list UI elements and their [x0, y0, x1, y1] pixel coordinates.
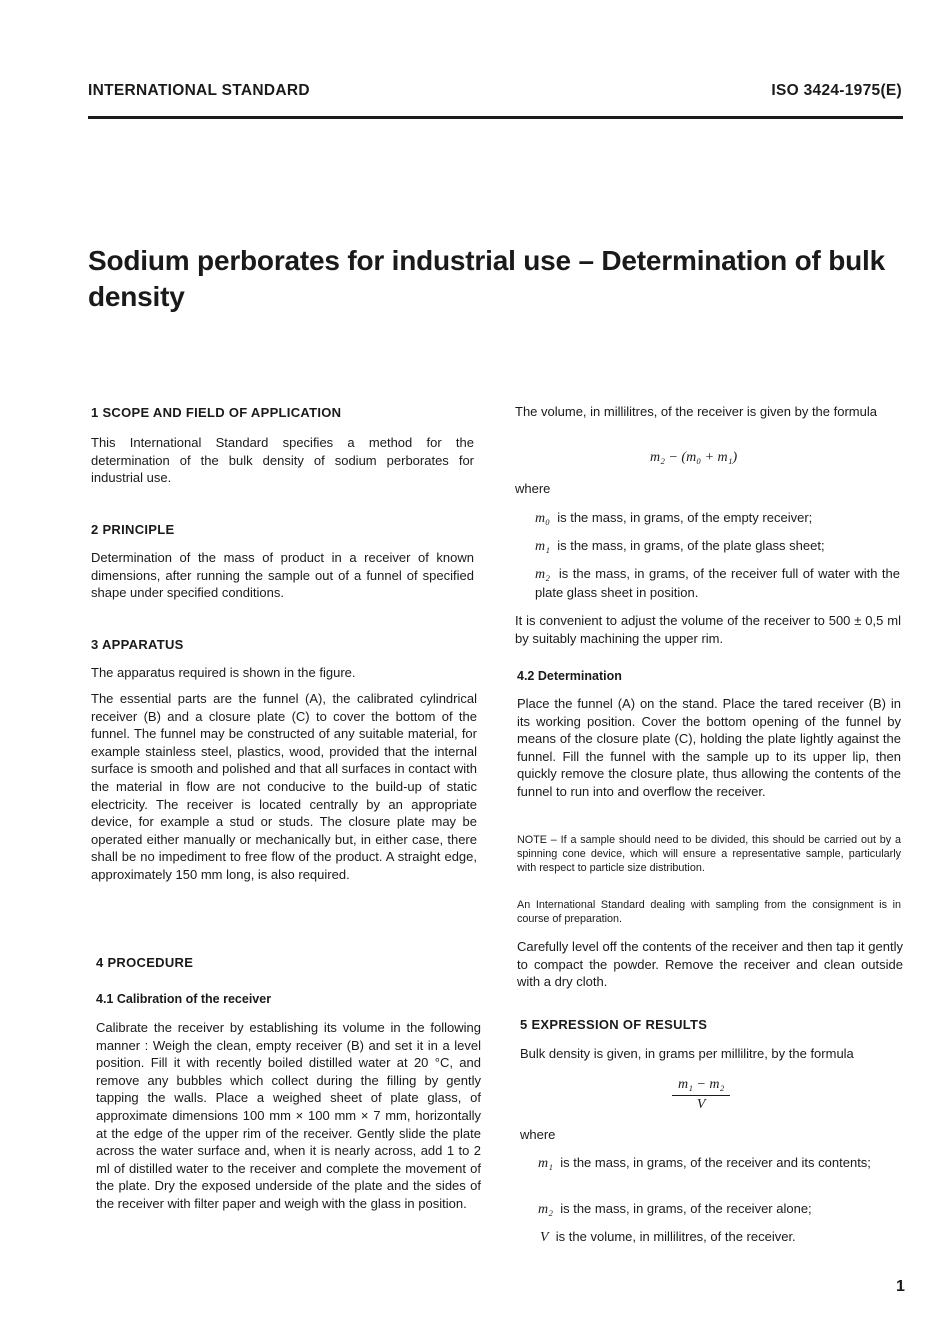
section-2-heading: 2 PRINCIPLE: [91, 522, 175, 537]
section-4-1-heading: 4.1 Calibration of the receiver: [96, 992, 272, 1006]
section-3-text: The essential parts are the funnel (A), the calibrated cylindrical receiver (B) and a closure plate (C) to cover the bottom of the funnel. The funnel may be constructed of any suitable material, for example stainless steel, plastics, wood, provided that the internal surface is smooth and polished and that all surfaces in contact with the material in flow are not conducive to the build-up of static electricity. The receiver is located centrally by an appropriate device, for example a stud or studs. The closure plate may be operated either manually or mechanically but, in either case, there shall be no impediment to free flow of the product. A straight edge, approximately 150 mm long, is also required.: [91, 691, 477, 882]
standard-label: INTERNATIONAL STANDARD: [88, 82, 310, 99]
section-4-2-heading: 4.2 Determination: [517, 669, 622, 683]
adjust-text: It is convenient to adjust the volume of the receiver to 500 ± 0,5 ml by suitably machining the upper rim.: [515, 613, 901, 646]
note-text: NOTE – If a sample should need to be divided, this should be carried out by a spinning cone device, which will ensure a representative sample, particularly with respect to particle size distribution.: [517, 834, 901, 874]
bulk-density-formula: [672, 1077, 730, 1113]
section-4-2-text: Place the funnel (A) on the stand. Place the tared receiver (B) in its working position. Cover the bottom opening of the funnel by means of the closure plate (C), holding the plate lightly against the funnel. Fill the funnel with the sample up to its upper lip, then quickly remove the closure plate, thus allowing the contents of the funnel to run into and overflow the receiver.: [517, 696, 901, 799]
formula-numerator: m₁ − m₂: [672, 1077, 730, 1096]
document-title: Sodium perborates for industrial use – Determination of bulk density: [88, 245, 886, 312]
section-5-heading: 5 EXPRESSION OF RESULTS: [520, 1017, 708, 1032]
level-off-text: Carefully level off the contents of the receiver and then tap it gently to compact the powder. Remove the receiver and clean outside with a dry cloth.: [517, 939, 903, 990]
header-rule: [88, 116, 903, 119]
where-label-1: where: [515, 481, 551, 496]
where-label-2: where: [520, 1127, 556, 1142]
section-2-text: Determination of the mass of product in a receiver of known dimensions, after running the sample out of a funnel of specified shape under specified conditions.: [91, 550, 474, 601]
section-4-1-text: Calibrate the receiver by establishing its volume in the following manner : Weigh the clean, empty receiver (B) and set it in a level position. Fill it with recently boiled distilled water at 20 °C, and remove any bubbles which collect during the filling by gently tapping the walls. Place a weighed sheet of plate glass, of approximate dimensions 100 mm × 100 mm × 7 mm, horizontally at the edge of the upper rim of the receiver. Gently slide the plate across the water surface and, when it is nearly across, add 1 to 2 ml of distilled water to the receiver and complete the movement of the plate. Dry the exposed underside of the plate and the sides of the receiver with filter paper and weigh with the glass in position.: [96, 1020, 481, 1211]
volume-formula: m₂ − (m₀ + m₁): [650, 450, 738, 465]
section-1-text: This International Standard specifies a method for the determination of the bulk density of sodium perborates for industrial use.: [91, 435, 474, 486]
sampling-note: An International Standard dealing with sampling from the consignment is in course of preparation.: [517, 899, 901, 925]
definition-m2: m₂ is the mass, in grams, of the receiver full of water with the plate glass sheet in position.: [535, 566, 900, 600]
definition-m0: m₀ is the mass, in grams, of the empty receiver;: [535, 510, 813, 526]
definition-result-v: V is the volume, in millilitres, of the receiver.: [540, 1229, 796, 1245]
definition-m1: m₁ is the mass, in grams, of the plate glass sheet;: [535, 538, 825, 554]
page-number: 1: [896, 1278, 905, 1295]
definition-result-m1: m₁ is the mass, in grams, of the receiver and its contents;: [538, 1155, 871, 1171]
section-4-heading: 4 PROCEDURE: [96, 955, 194, 970]
section-5-intro: Bulk density is given, in grams per millilitre, by the formula: [520, 1046, 854, 1061]
section-3-heading: 3 APPARATUS: [91, 637, 184, 652]
section-1-heading: 1 SCOPE AND FIELD OF APPLICATION: [91, 405, 342, 420]
formula-denominator: V: [696, 1097, 706, 1112]
volume-intro: The volume, in millilitres, of the receiver is given by the formula: [515, 404, 877, 419]
standard-number: ISO 3424-1975(E): [771, 82, 902, 99]
section-3-intro: The apparatus required is shown in the figure.: [91, 665, 356, 680]
definition-result-m2: m₂ is the mass, in grams, of the receiver alone;: [538, 1201, 812, 1217]
